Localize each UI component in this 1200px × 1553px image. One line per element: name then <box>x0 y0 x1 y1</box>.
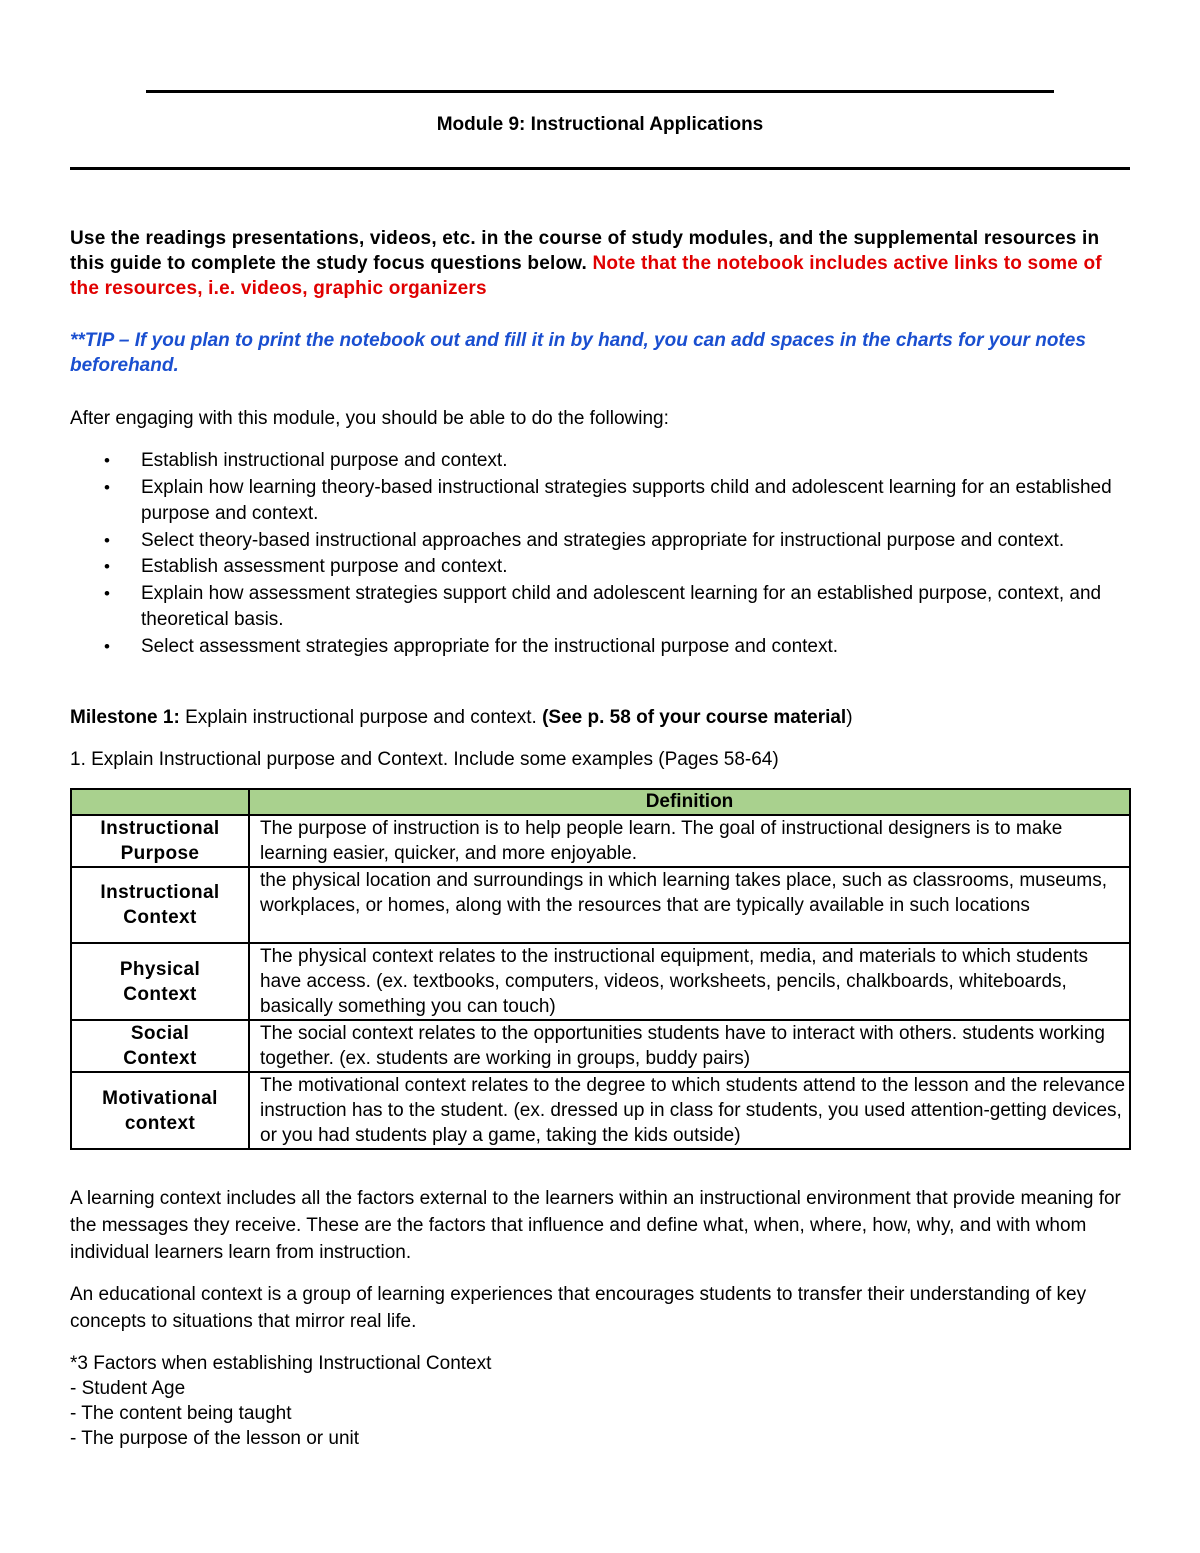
term-cell: Motivational context <box>71 1072 249 1149</box>
bullet-icon: • <box>104 636 110 656</box>
bullet-icon: • <box>104 530 110 550</box>
milestone-label: Milestone 1: <box>70 707 180 728</box>
intro-instructions <box>70 226 1130 301</box>
bullet-icon: • <box>104 583 110 603</box>
term-cell: Social Context <box>71 1020 249 1072</box>
milestone-heading: Milestone 1: Explain instructional purpose and context. (See p. 58 of your course material) <box>70 707 853 728</box>
definition-cell: The social context relates to the opportunities students have to interact with others. students working together. (ex. students are working in groups, buddy pairs) <box>249 1020 1130 1072</box>
header-dash-line <box>146 90 1054 93</box>
table-header-row <box>71 789 1130 815</box>
definitions-table <box>70 788 1131 1150</box>
list-item: • Explain how assessment strategies support child and adolescent learning for an established purpose, context, and theoretical basis. <box>104 582 1102 630</box>
list-item: - The purpose of the lesson or unit <box>70 1428 360 1449</box>
list-item: • Select theory-based instructional approaches and strategies appropriate for instructional purpose and context. <box>70 528 1130 555</box>
header-rule <box>70 167 1130 170</box>
educational-context-paragraph: An educational context is a group of learning experiences that encourages students to transfer their understanding of key concepts to situations that mirror real life. <box>70 1284 1087 1332</box>
list-item: • Establish instructional purpose and context. <box>70 448 1130 475</box>
learning-context-paragraph: A learning context includes all the factors external to the learners within an instructional environment that provide meaning for the messages they receive. These are the factors that influence and define what, when, where, how, why, and with whom individual learners learn from instruction. <box>70 1188 1121 1263</box>
list-item: • Explain how learning theory-based instructional strategies supports child and adolescent learning for an established purpose and context. <box>104 476 1112 524</box>
table-row <box>71 1020 1130 1072</box>
term-cell: Physical Context <box>71 943 249 1020</box>
intro-red-note: Note that the notebook includes active links to some of the resources, i.e. videos, graphic organizers <box>70 253 1102 299</box>
definition-cell: The physical context relates to the instructional equipment, media, and materials to which students have access. (ex. textbooks, computers, videos, worksheets, pencils, chalkboards, whiteboards, basically something you can touch) <box>249 943 1130 1020</box>
table-row <box>71 943 1130 1020</box>
definition-cell: The purpose of instruction is to help people learn. The goal of instructional designers is to make learning easier, quicker, and more enjoyable. <box>249 815 1130 867</box>
table-header-definition: Definition <box>249 789 1130 815</box>
objectives-list <box>70 448 1130 660</box>
list-item: - The content being taught <box>70 1403 292 1424</box>
list-item: • Establish assessment purpose and context. <box>70 554 1130 581</box>
table-row <box>71 867 1130 943</box>
milestone-reference: See p. 58 of your course material <box>548 707 847 728</box>
list-item: - Student Age <box>70 1378 186 1399</box>
factors-list <box>70 1351 491 1451</box>
term-cell: Instructional Context <box>71 867 249 943</box>
intro-text: Use the readings presentations, videos, etc. in the course of study modules, and the supplemental resources in this guide to complete the study focus questions below. <box>70 228 1100 274</box>
list-item: • Select assessment strategies appropriate for the instructional purpose and context. <box>70 634 1130 661</box>
question-1: 1. Explain Instructional purpose and Context. Include some examples (Pages 58-64) <box>70 749 779 770</box>
definition-cell: The motivational context relates to the degree to which students attend to the lesson and the relevance instruction has to the student. (ex. dressed up in class for students, you used attention-getting devices, or you had students play a game, taking the kids outside) <box>249 1072 1130 1149</box>
tip-note: **TIP – If you plan to print the notebook out and fill it in by hand, you can add spaces in the charts for your notes beforehand. <box>70 330 1086 376</box>
factors-heading: *3 Factors when establishing Instructional Context <box>70 1353 492 1374</box>
table-row <box>71 815 1130 867</box>
milestone-text: Explain instructional purpose and context. <box>179 707 543 728</box>
bullet-icon: • <box>104 477 110 497</box>
module-title: Module 9: Instructional Applications <box>436 114 764 135</box>
bullet-icon: • <box>104 557 110 576</box>
bullet-icon: • <box>104 451 110 470</box>
definition-cell: the physical location and surroundings in which learning takes place, such as classrooms, museums, workplaces, or homes, along with the resources that are typically available in such locations <box>249 867 1130 943</box>
table-row <box>71 1072 1130 1149</box>
objectives-intro: After engaging with this module, you should be able to do the following: <box>70 408 669 429</box>
table-header-blank <box>71 789 249 815</box>
term-cell: Instructional Purpose <box>71 815 249 867</box>
